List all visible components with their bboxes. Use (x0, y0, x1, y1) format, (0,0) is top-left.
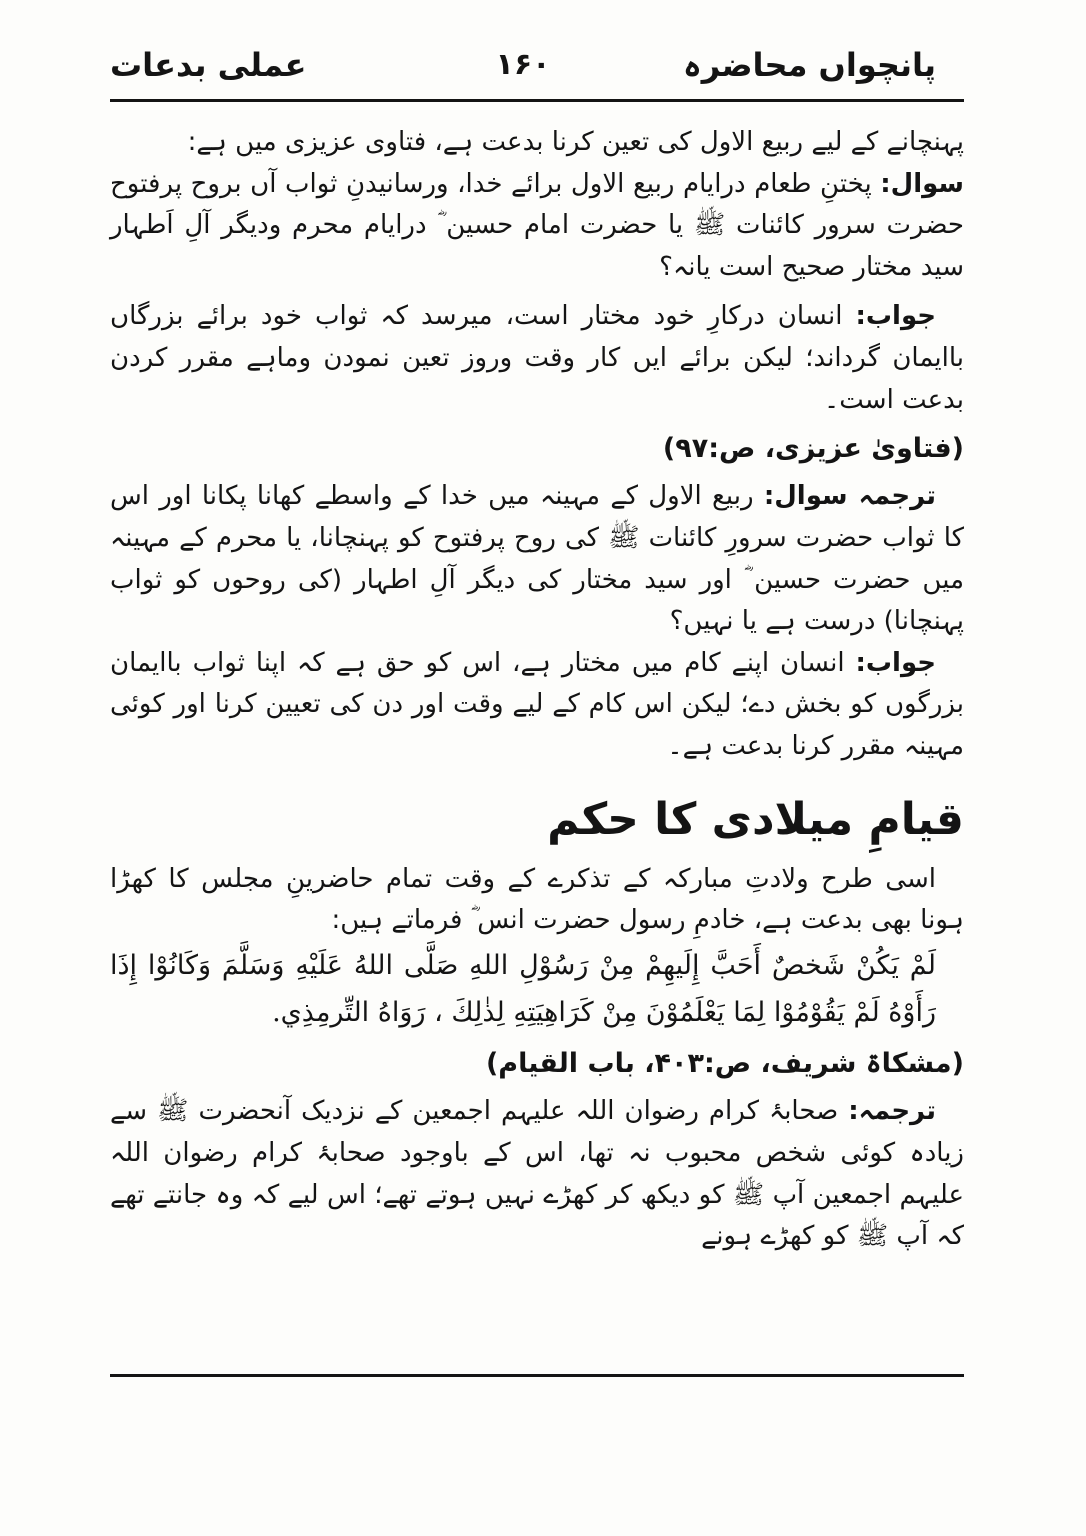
fatawa-reference: (فتاویٰ عزیزی، ص:۹۷) (662, 433, 964, 465)
translation-answer-text: انسان اپنے کام میں مختار ہے، اس کو حق ہے کہ اپنا ثواب باایمان بزرگوں کو بخش دے؛ لیکن اس کام کے لیے وقت اور دن کی تعیین کرنا اور کوئی مہینہ مقرر کرنا بدعت ہے۔ (110, 647, 964, 761)
translation-answer-label: جواب: (855, 647, 937, 678)
translation-question-label: ترجمہ سوال: (763, 481, 937, 512)
section-heading: قیامِ میلادی کا حکم (547, 793, 964, 845)
hadith-translation (110, 1091, 964, 1257)
spacer (110, 288, 964, 296)
translation-question (110, 476, 964, 642)
mishkat-reference: (مشکاۃ شریف، ص:۴۰۳، باب القیام) (485, 1048, 964, 1080)
question-label: سوال: (880, 168, 965, 199)
fatwa-answer (110, 296, 964, 421)
translation-label: ترجمہ: (848, 1096, 936, 1127)
translation-text: صحابۂ کرام رضوان اللہ علیہم اجمعین کے نزدیک آنحضرت ﷺ سے زیادہ کوئی شخص محبوب نہ تھا، اس کے باوجود صحابۂ کرام رضوان اللہ علیہم اجمعین آپ ﷺ کو دیکھ کر کھڑے نہیں ہوتے تھے؛ اس لیے کہ وہ جانتے تھے کہ آپ ﷺ کو کھڑے ہونے (110, 1096, 964, 1252)
intro-paragraph: پہنچانے کے لیے ربیع الاول کی تعین کرنا بدعت ہے، فتاوی عزیزی میں ہے: (187, 127, 964, 157)
running-header (110, 40, 936, 90)
fatwa-question (110, 164, 964, 289)
footer-rule (110, 1374, 964, 1377)
header-rule (110, 99, 964, 102)
translation-answer (110, 643, 964, 768)
question-text: پختنِ طعام درایام ربیع الاول برائے خدا، ورسانیدنِ ثواب آں بروح پرفتوح حضرت سرور کائنات ﷺ یا حضرت امام حسین ؓ درایام محرم ودیگر آلِ اَطہار سید مختار صحیح است یانہ؟ (110, 168, 964, 282)
answer-label: جواب: (855, 301, 937, 332)
page-number: ۱۶۰ (495, 47, 551, 82)
book-title: عملی بدعات (110, 46, 307, 84)
body-text (110, 122, 964, 1258)
answer-text: انسان درکارِ خود مختار است، میرسد کہ ثواب خود برائے بزرگاں باایمان گرداند؛ لیکن برائے ایں کار وقت وروز تعین نمودن وماہے مقرر کردن بدعت است۔ (110, 301, 964, 415)
arabic-hadith: لَمْ يَكُنْ شَخصٌ أَحَبَّ إِلَيهِمْ مِنْ رَسُوْلِ اللهِ صَلَّى اللهُ عَلَيْهِ وَسَلَّمَ وَكَانُوْا إِذَا رَأَوْهُ لَمْ يَقُوْمُوْا لِمَا يَعْلَمُوْنَ مِنْ كَرَاهِيَتِهِ لِذٰلِكَ ، رَوَاهُ التِّرمِذِي. (110, 949, 936, 1028)
lecture-title: پانچواں محاضرہ (682, 46, 936, 84)
section-paragraph: اسی طرح ولادتِ مبارکہ کے تذکرے کے وقت تمام حاضرینِ مجلس کا کھڑا ہونا بھی بدعت ہے، خادمِ رسول حضرت انس ؓ فرماتے ہیں: (110, 863, 964, 936)
translation-question-text: ربیع الاول کے مہینہ میں خدا کے واسطے کھانا پکانا اور اس کا ثواب حضرت سرورِ کائنات ﷺ کی روح پرفتوح کو پہنچانا، یا محرم کے مہینہ میں حضرت حسین ؓ اور سید مختار کی دیگر آلِ اطہار (کی روحوں کو ثواب پہنچانا) درست ہے یا نہیں؟ (110, 481, 964, 637)
